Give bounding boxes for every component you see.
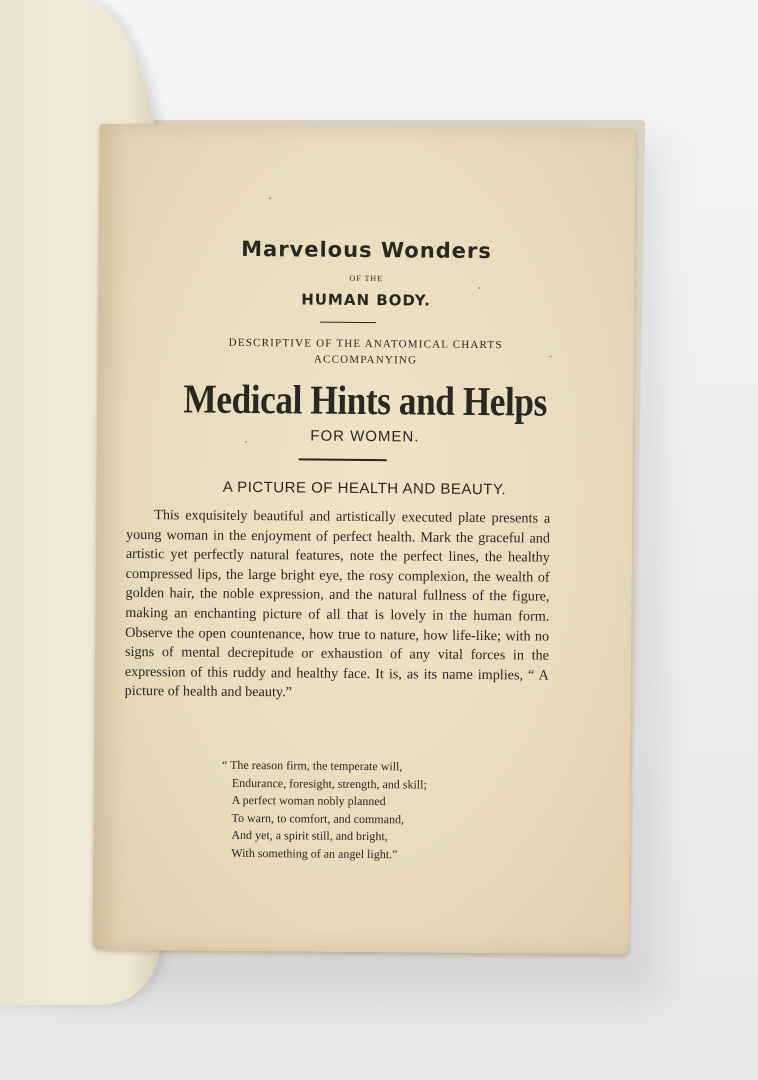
title-of-the: OF THE xyxy=(349,273,384,284)
body-paragraph: This exquisitely beautiful and artistically executed plate presents a young woman in the enjoyment of perfect health. Mark the graceful and artistic yet perfectly natural features, note the perfect lines, the healthy compressed lips, the large bright eye, the rosy complexion, the wealth of golden hair, the noble expression, and the natural fullness of the figure, making an enchanting picture of all that is lovely in the human form. Observe the open countenance, how true to nature, how life-like; with no signs of mental decrepitude or exhaustion of any vital forces in the expression of this ruddy and healthy face. It is, as its name implies, “ A picture of health and beauty.” xyxy=(124,507,551,701)
description-line-1: DESCRIPTIVE OF THE ANATOMICAL CHARTS xyxy=(228,336,503,352)
poem-line: Endurance, foresight, strength, and skill; xyxy=(231,775,427,792)
section-title: A PICTURE OF HEALTH AND BEAUTY. xyxy=(222,478,507,499)
paper-speck xyxy=(245,441,247,443)
poem-line: To warn, to comfort, and command, xyxy=(231,810,405,827)
subtitle-for-women: FOR WOMEN. xyxy=(310,427,420,446)
main-title: Medical Hints and Helps xyxy=(183,375,548,425)
paper-speck xyxy=(478,287,480,289)
title-marvelous-wonders: Marvelous Wonders xyxy=(241,236,492,264)
poem-line: With something of an angel light.” xyxy=(231,845,398,862)
book-page xyxy=(92,124,635,955)
poem-line: “ The reason firm, the temperate will, xyxy=(221,757,403,774)
paper-speck xyxy=(550,356,552,358)
paper-speck xyxy=(269,197,271,199)
poem-quote xyxy=(221,757,542,865)
poem-line: And yet, a spirit still, and bright, xyxy=(231,828,388,844)
title-human-body: HUMAN BODY. xyxy=(301,290,431,310)
divider-rule xyxy=(299,458,387,461)
divider-rule xyxy=(320,322,376,323)
description-line-2: ACCOMPANYING xyxy=(313,353,418,367)
poem-line: A perfect woman nobly planned xyxy=(231,793,386,809)
